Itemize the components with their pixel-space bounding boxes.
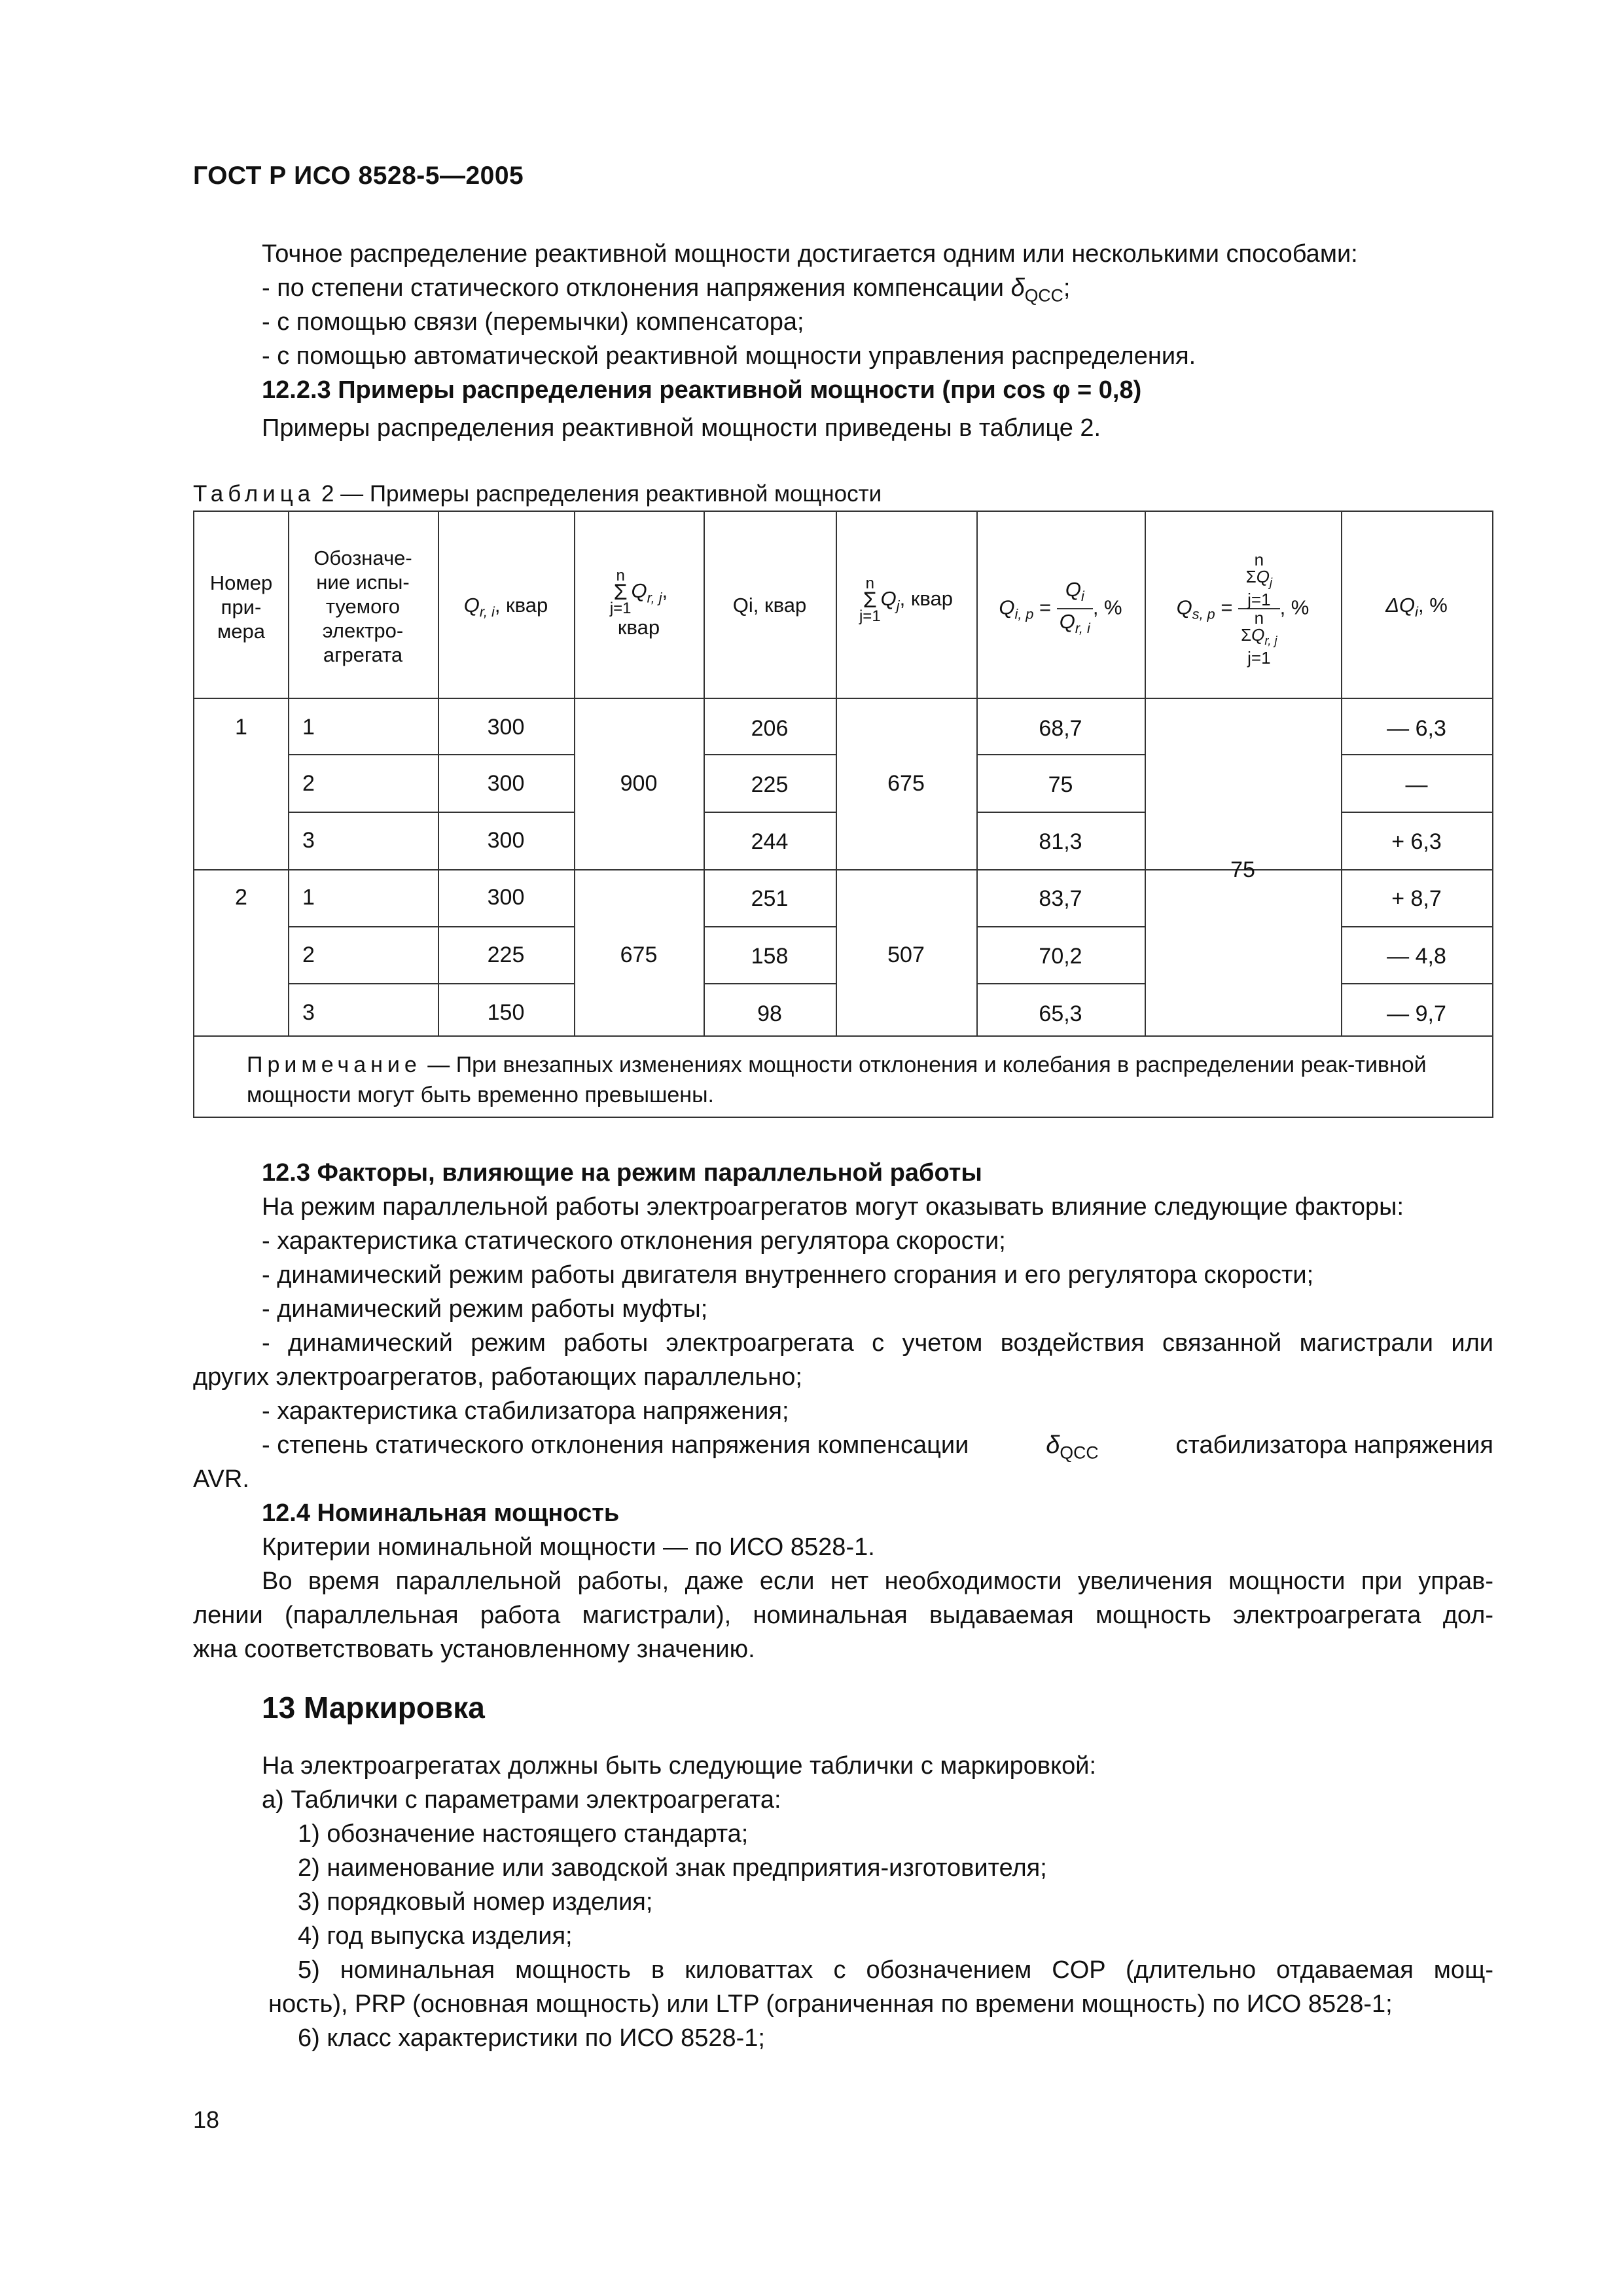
header-sum-qrj: n Σ $j=1Q_{r, j}$, квар — [609, 567, 668, 639]
section-13-item: 6) класс характеристики по ИСО 8528-1; — [298, 2024, 765, 2052]
unit-number: 3 — [302, 828, 315, 853]
section-12-4-line: лении (параллельная работа магистрали), номинальная выдаваемая мощность электроагрегата дол- — [193, 1602, 1493, 1629]
section-12-4-line: Во время параллельной работы, даже если нет необходимости увеличения мощности при управ- — [262, 1568, 1493, 1595]
qip-value: 65,3 — [1039, 1001, 1082, 1026]
section-13-item: ность), PRP (основная мощность) или LTP (ограниченная по времени мощность) по ИСО 8528-1; — [268, 1990, 1393, 2018]
qri-value: 150 — [487, 1000, 525, 1025]
section-12-3-line: - динамический режим работы муфты; — [262, 1295, 708, 1323]
qi-value: 251 — [751, 886, 789, 911]
sum-qrj-value: 675 — [620, 942, 658, 967]
qip-value: 83,7 — [1039, 886, 1082, 911]
section-13-line: а) Таблички с параметрами электроагрегата: — [262, 1786, 781, 1814]
table-caption: Таблица 2 — Примеры распределения реактивной мощности — [193, 481, 882, 507]
section-13-item: 2) наименование или заводской знак предприятия-изготовителя; — [298, 1854, 1047, 1882]
section-12-4-title: 12.4 Номинальная мощность — [262, 1499, 620, 1527]
page-number: 18 — [193, 2106, 220, 2133]
qip-value: 75 — [1048, 772, 1073, 797]
section-12-3-line: - характеристика стабилизатора напряжения; — [262, 1397, 789, 1425]
table-note: Примечание — При внезапных изменениях мощности отклонения и колебания в распределении реак-тивной мощности могут быть временно превышены. — [247, 1052, 1427, 1107]
qri-value: 300 — [487, 771, 525, 796]
delta-qi-value: + 8,7 — [1391, 886, 1442, 911]
section-13-item: 1) обозначение настоящего стандарта; — [298, 1820, 749, 1848]
qip-value: 70,2 — [1039, 944, 1082, 969]
example-number: 1 — [235, 715, 247, 740]
intro-line-1: Точное распределение реактивной мощности достигается одним или несколькими способами: — [262, 240, 1358, 268]
header-example-number: Номер при- мера — [209, 571, 273, 643]
section-12-2-3-text: Примеры распределения реактивной мощности приведены в таблице 2. — [262, 414, 1101, 442]
qip-value: 68,7 — [1039, 716, 1082, 741]
delta-qi-value: — 6,3 — [1387, 716, 1446, 741]
section-12-2-3-title: 12.2.3 Примеры распределения реактивной мощности (при cos φ = 0,8) — [262, 376, 1142, 404]
intro-line-4: - с помощью автоматической реактивной мощности управления распределения. — [262, 342, 1196, 370]
qri-value: 225 — [487, 942, 525, 967]
qri-value: 300 — [487, 828, 525, 853]
unit-number: 2 — [302, 771, 315, 796]
section-12-3-line: На режим параллельной работы электроагрегатов могут оказывать влияние следующие факторы: — [262, 1193, 1404, 1221]
section-12-3-line: - динамический режим работы двигателя внутреннего сгорания и его регулятора скорости; — [262, 1261, 1314, 1289]
header-delta-qi: $\Delta Q_i$, % — [1385, 594, 1448, 620]
qi-value: 206 — [751, 716, 789, 741]
unit-number: 2 — [302, 942, 315, 967]
section-12-3-line: - степень статического отклонения напряжения компенсации $\delta_{QCC}$ стабилизатора напряжения — [262, 1431, 1493, 1463]
intro-line-3: - с помощью связи (перемычки) компенсатора; — [262, 308, 804, 336]
header-qi: Qi, квар — [732, 594, 807, 617]
qri-value: 300 — [487, 715, 525, 740]
unit-number: 1 — [302, 885, 315, 910]
reactive-power-table — [193, 511, 1493, 1118]
section-12-3-line: - характеристика статического отклонения регулятора скорости; — [262, 1227, 1006, 1255]
document-header: ГОСТ Р ИСО 8528-5—2005 — [193, 162, 524, 190]
unit-number: 1 — [302, 715, 315, 740]
section-12-3-line: других электроагрегатов, работающих параллельно; — [193, 1363, 802, 1391]
qip-value: 81,3 — [1039, 829, 1082, 854]
header-sum-qj: n Σ $j=1Q_j$, квар — [859, 575, 954, 625]
qi-value: 225 — [751, 772, 789, 797]
qri-value: 300 — [487, 885, 525, 910]
unit-number: 3 — [302, 1000, 315, 1025]
section-13-title: 13 Маркировка — [262, 1691, 485, 1725]
section-12-3-title: 12.3 Факторы, влияющие на режим параллельной работы — [262, 1159, 982, 1187]
section-13-item: 5) номинальная мощность в киловаттах с обозначением COP (длительно отдаваемая мощ- — [298, 1956, 1493, 1984]
header-unit-designation: Обозначе- ние испы- туемого электро- агрегата — [313, 547, 412, 666]
delta-qi-value: — 9,7 — [1387, 1001, 1446, 1026]
section-13-item: 4) год выпуска изделия; — [298, 1922, 573, 1950]
sum-qj-value: 675 — [887, 771, 925, 796]
qsp-value: 75 — [1230, 857, 1255, 882]
sum-qrj-value: 900 — [620, 771, 658, 796]
header-qip: $Q_{i, p}$ = $\frac{Q_i}{Q_{r, i}}$ , % — [999, 578, 1122, 637]
example-number: 2 — [235, 885, 247, 910]
section-12-4-line: Критерии номинальной мощности — по ИСО 8528-1. — [262, 1534, 875, 1561]
header-qri: $Q_{r, i}$, квар — [463, 594, 548, 620]
qi-value: 244 — [751, 829, 789, 854]
intro-line-2: - по степени статического отклонения напряжения компенсации $\delta_{QCC}$; — [262, 274, 1071, 306]
header-qsp: $Q_{s, p}$ = n $\Sigma Q_j$ j=1 n $\Sigma Q_{r, j}$ j=1 , % — [1176, 550, 1310, 668]
section-13-item: 3) порядковый номер изделия; — [298, 1888, 653, 1916]
delta-qi-value: + 6,3 — [1391, 829, 1442, 854]
section-12-4-line: жна соответствовать установленному значению. — [193, 1636, 755, 1663]
delta-qi-value: — — [1405, 772, 1428, 797]
section-12-3-line: AVR. — [193, 1465, 249, 1493]
qi-value: 98 — [757, 1001, 782, 1026]
sum-qj-value: 507 — [887, 942, 925, 967]
section-12-3-line: - динамический режим работы электроагрегата с учетом воздействия связанной магистрали или — [262, 1329, 1493, 1357]
section-13-line: На электроагрегатах должны быть следующие таблички с маркировкой: — [262, 1752, 1097, 1780]
qi-value: 158 — [751, 944, 789, 969]
delta-qi-value: — 4,8 — [1387, 944, 1446, 969]
